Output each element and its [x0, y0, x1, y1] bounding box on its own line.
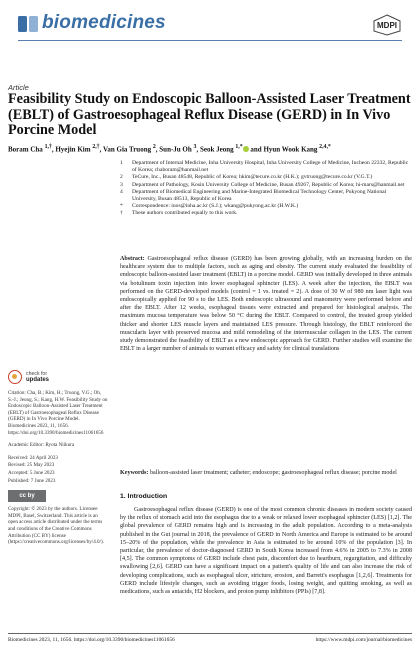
- check-updates-text: [26, 371, 49, 383]
- keywords: [120, 469, 412, 477]
- license-text: Copyright: © 2023 by the authors. Licensee MDPI, Basel, Switzerland. This article is an open access article distributed under the terms and conditions of the Creative Commons Attribution (CC BY) license (https://creativecommons.org/licenses/by/4.0/).: [8, 506, 104, 546]
- academic-editor: Academic Editor: Ryota Niikura: [8, 442, 75, 449]
- introduction-paragraph: Gastroesophageal reflux disease (GERD) is one of the most common chronic diseases in modern society caused by the reflux of stomach acid into the esophagus due to a weak or relaxed lower esophageal sphincter (LES) [1,2]. The global prevalence of GERD remains high and is increasing in the adult population. According to a meta-analysis published in the Gut journal in 2018, the prevalence of GERD in North America and Europe is estimated to be around 15–20% of the population, while the prevalence in Asia is estimated to be around 10% of the population [3]. In particular, the prevalence of doctor-diagnosed GERD in South Korea increased from 4.6% in 2005 to 7.3% in 2008 [4,5]. The common symptoms of GERD include chest pain, discomfort due to heartburn, regurgitation, and difficulty swallowing [2,6]. GERD can have a significant impact on a patient's quality of life and can also increase the risk of developing complications, such as esophageal ulcer, stricture, erosion, and Barrett's esophagus [1,2,6]. Treatments for GERD include lifestyle changes, such as avoiding trigger foods, losing weight, and quitting smoking, as well as medications, such as antacids, H2 blockers, and proton pump inhibitors (PPIs) [7,8].: [120, 507, 412, 596]
- citation-text: Citation: Cha, B.; Kim, H.; Truong, V.G.; Oh, S.-J.; Jeong, S.; Kang, H.W. Feasibility Study on Endoscopic Balloon-Assisted Laser Treatment (EBLT) of Gastroesophageal Reflux Disease (GERD) in In Vivo Porcine Model. Biomedicines 2023, 11, 1656. https://doi.org/10.3390/biomedicines11061656: [8, 390, 108, 436]
- affiliation-row: [120, 174, 410, 181]
- affiliation-row: [120, 189, 410, 203]
- keywords-label: Keywords:: [120, 470, 149, 476]
- affiliation-mark: 2: [120, 174, 123, 181]
- accepted-date: Accepted: 5 June 2023: [8, 469, 55, 476]
- received-date: Received: 24 April 2023: [8, 454, 58, 461]
- author-name: Van Gia Truong: [102, 145, 152, 154]
- published-date: Published: 7 June 2023: [8, 477, 56, 484]
- journal-name: biomedicines: [42, 12, 166, 33]
- author-affiliation-mark: 1,†: [44, 144, 52, 150]
- author-list: Boram Cha $^{1,\dagger}$, Hyejin Kim $^{2,\dagger}$, Van Gia Truong $^2$, Sun-Ju Oh $^3$, Seok Jeong $^{1,*}$ and Hyun Wook Kang $^{2,4,*}$: [8, 144, 331, 154]
- publication-dates: [8, 455, 108, 484]
- article-type: Article: [8, 83, 29, 92]
- correspondence-row: [120, 203, 410, 210]
- affiliations: [120, 160, 410, 218]
- author-affiliation-mark: 2,4,*: [319, 144, 331, 150]
- author-affiliation-mark: 2,†: [92, 144, 100, 150]
- author-name: Hyejin Kim: [55, 145, 91, 154]
- affiliation-mark: †: [120, 210, 123, 217]
- footer-rule: [8, 633, 412, 634]
- affiliation-mark: 3: [120, 181, 123, 188]
- author-name: Boram Cha: [8, 145, 43, 154]
- affiliation-row: [120, 182, 410, 189]
- author-name: Sun-Ju Oh: [159, 145, 192, 154]
- check-updates-line2: updates: [26, 377, 50, 383]
- check-updates-line1: check for: [26, 371, 48, 377]
- author-name: Seok Jeong: [199, 145, 234, 154]
- author-affiliation-mark: 3: [193, 144, 197, 150]
- equal-contribution-row: [120, 210, 410, 217]
- article-sidebar: [8, 370, 108, 546]
- check-for-updates-button[interactable]: [8, 370, 108, 384]
- affiliation-text: TeCure, Inc., Busan 48548, Republic of Korea; hkim@tecure.co.kr (H.K.); gvtruong@tecure.co.kr (V.G.T.): [132, 174, 373, 181]
- keywords-text: balloon-assisted laser treatment; catheter; endoscope; gastroesophageal reflux disease; porcine model: [149, 470, 397, 476]
- cc-by-license-icon[interactable]: cc by: [8, 490, 46, 502]
- mdpi-logo-text: MDPI: [377, 21, 397, 30]
- abstract: [120, 255, 412, 353]
- equal-contribution-text: These authors contributed equally to this work.: [132, 210, 238, 217]
- footer-journal-link[interactable]: https://www.mdpi.com/journal/biomedicines: [315, 637, 412, 643]
- abstract-label: Abstract:: [120, 256, 145, 262]
- affiliation-text: Department of Pathology, Kosin University College of Medicine, Busan 49267, Republic of Korea; hi-mars@hanmail.net: [132, 181, 405, 188]
- footer-citation: Biomedicines 2023, 11, 1656. https://doi.org/10.3390/biomedicines11061656: [8, 637, 175, 643]
- author-affiliation-mark: 2: [152, 144, 156, 150]
- affiliation-text: Department of Internal Medicine, Inha University Hospital, Inha University College of Medicine, Incheon 22332, Republic of Korea; chaboram@hanmail.net: [132, 160, 409, 174]
- check-updates-icon: [8, 370, 22, 384]
- journal-logo-icon: [18, 16, 38, 32]
- header-rule: [18, 40, 402, 41]
- abstract-text: Gastroesophageal reflux disease (GERD) has been growing globally, with an increasing burden on the healthcare system due to multiple factors, such as aging and obesity. The current study evaluated the feasibility of endoscopic balloon-assisted laser treatment (EBLT) in a porcine model. GERD was initially developed in three animals via botulinum toxin injection into lower esophageal sphincter (LES). A week after the injection, the EBLT was performed on the GERD-developed models (control = 1 vs. treated = 2). A dose of 30 W of 980 nm laser light was endoscopically applied for 90 s to the LES. Both endoscopic ultrasound and manometry were performed before and after the EBLT. After 12 weeks, esophageal tissues were extracted and prepared for histological analysis. The maximum mucosa temperature was below 50 °C during the EBLT. Compared to control, the treated group yielded thicker and shorter LES muscle layers and maintained LES pressure. Through histology, the EBLT reinforced the muscularis layer with preserved mucosa and mild remodeling of the intermuscular collagen in the LES. The current study demonstrated the feasibility of EBLT as a new endoscopic approach for GERD. Further studies will examine the EBLT in a larger number of animals to warrant efficacy and safety for clinical translations: [120, 256, 412, 353]
- article-title: Feasibility Study on Endoscopic Balloon-Assisted Laser Treatment (EBLT) of Gastroesophageal Reflux Disease (GERD) in In Vivo Porcine Model: [8, 91, 411, 139]
- correspondence-text: Correspondence: inos@inha.ac.kr (S.J.); wkang@pukyong.ac.kr (H.W.K.): [132, 203, 299, 210]
- affiliation-row: [120, 160, 410, 174]
- affiliation-mark: *: [120, 203, 123, 210]
- author-affiliation-mark: 1,*: [235, 144, 243, 150]
- section-heading: 1. Introduction: [120, 493, 168, 500]
- journal-header: [18, 12, 402, 40]
- revised-date: Revised: 25 May 2023: [8, 462, 55, 469]
- affiliation-mark: 4: [120, 188, 123, 195]
- author-name: Hyun Wook Kang: [263, 145, 318, 154]
- mdpi-logo-icon: [372, 14, 402, 36]
- affiliation-text: Department of Biomedical Engineering and Marine-Integrated Biomedical Technology Center, Pukyong National University, Busan 48513, Republic of Korea: [132, 188, 387, 203]
- orcid-icon[interactable]: [243, 146, 249, 152]
- affiliation-mark: 1: [120, 160, 123, 166]
